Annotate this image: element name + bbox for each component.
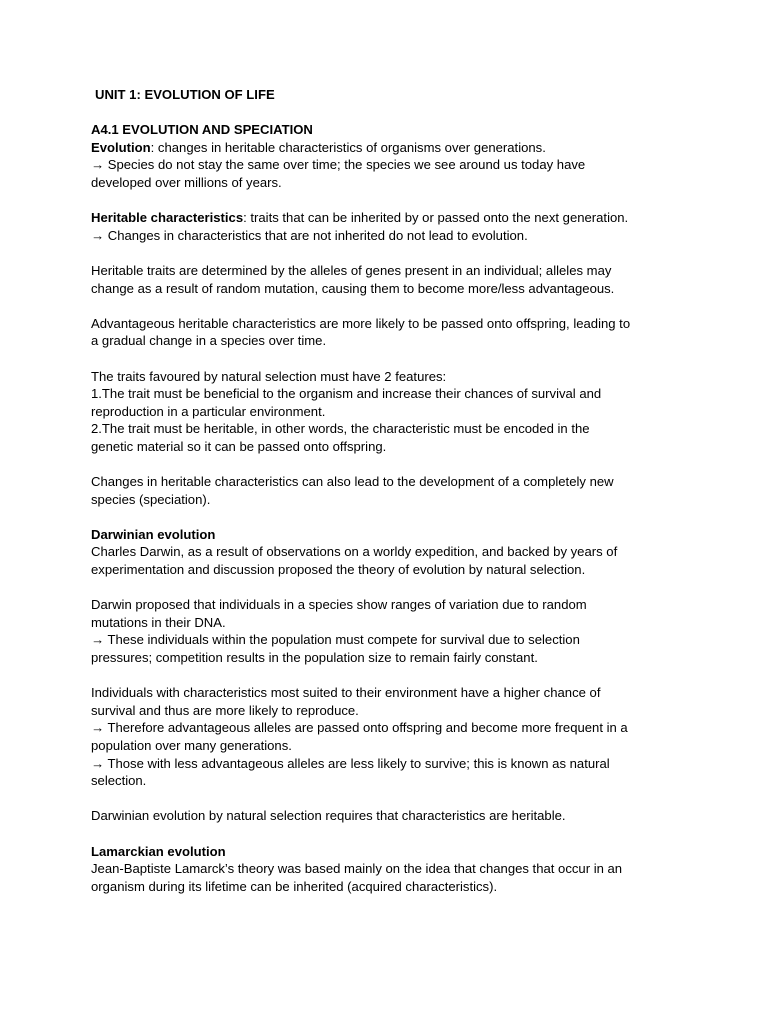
paragraph-darwin-summary	[91, 807, 691, 825]
spacer	[91, 297, 691, 315]
spacer	[91, 579, 691, 597]
spacer	[91, 825, 691, 843]
definition-line	[91, 139, 691, 157]
spacer	[91, 508, 691, 526]
paragraph-darwin-intro	[91, 543, 691, 578]
text-line: → Changes in characteristics that are not inherited do not lead to evolution.	[91, 227, 528, 243]
text-line: reproduction in a particular environment.	[91, 403, 326, 419]
spacer	[91, 455, 691, 473]
text-line: experimentation and discussion proposed the theory of evolution by natural selection.	[91, 562, 586, 578]
text-line: change as a result of random mutation, causing them to become more/less advantageous.	[91, 280, 615, 296]
section-title: A4.1 EVOLUTION AND SPECIATION	[91, 122, 313, 138]
text-line: genetic material so it can be passed onto offspring.	[91, 438, 387, 454]
spacer	[91, 104, 691, 122]
paragraph-darwin-variation	[91, 596, 691, 666]
paragraph-traits-features	[91, 368, 691, 456]
definition-line	[91, 209, 691, 227]
list-item: 1.The trait must be beneficial to the organism and increase their chances of survival and	[91, 386, 602, 402]
text-line: population over many generations.	[91, 737, 292, 753]
lamarckian-heading: Lamarckian evolution	[91, 843, 226, 859]
spacer	[91, 790, 691, 808]
paragraph-lamarck	[91, 860, 691, 895]
unit-title: UNIT 1: EVOLUTION OF LIFE	[95, 87, 275, 102]
definition-text: : changes in heritable characteristics of organisms over generations.	[150, 139, 546, 155]
text-line: mutations in their DNA.	[91, 614, 226, 630]
text-line: Jean-Baptiste Lamarck’s theory was based mainly on the idea that changes that occur in an	[91, 861, 623, 877]
term-evolution: Evolution	[91, 139, 151, 155]
paragraph-speciation	[91, 473, 691, 508]
text-line: organism during its lifetime can be inherited (acquired characteristics).	[91, 878, 498, 894]
text-line: → These individuals within the population must compete for survival due to selection	[91, 632, 580, 648]
text-line: Charles Darwin, as a result of observations on a worldy expedition, and backed by years of	[91, 544, 618, 560]
text-line: pressures; competition results in the population size to remain fairly constant.	[91, 650, 538, 665]
text-line: a gradual change in a species over time.	[91, 333, 327, 349]
paragraph-heritable-traits	[91, 262, 691, 297]
text-line: Darwin proposed that individuals in a species show ranges of variation due to random	[91, 597, 587, 613]
darwinian-heading: Darwinian evolution	[91, 526, 216, 542]
text-line: Changes in heritable characteristics can also lead to the development of a completely new	[91, 474, 614, 490]
text-line: → Those with less advantageous alleles are less likely to survive; this is known as natural	[91, 755, 610, 771]
paragraph-advantageous	[91, 315, 691, 350]
spacer	[91, 244, 691, 262]
text-line: → Therefore advantageous alleles are passed onto offspring and become more frequent in a	[91, 720, 628, 736]
document-page	[91, 86, 691, 895]
text-line: Advantageous heritable characteristics are more likely to be passed onto offspring, leading to	[91, 315, 631, 331]
spacer	[91, 667, 691, 685]
text-line: species (speciation).	[91, 491, 211, 507]
text-line: developed over millions of years.	[91, 174, 282, 190]
paragraph-evolution	[91, 139, 691, 192]
list-item: 2.The trait must be heritable, in other words, the characteristic must be encoded in the	[91, 421, 590, 437]
text-line: Individuals with characteristics most suited to their environment have a higher chance of	[91, 685, 601, 701]
definition-text: : traits that can be inherited by or passed onto the next generation.	[243, 210, 629, 226]
spacer	[91, 350, 691, 368]
text-line: Darwinian evolution by natural selection requires that characteristics are heritable.	[91, 808, 566, 824]
text-line: → Species do not stay the same over time; the species we see around us today have	[91, 157, 586, 173]
text-line: Heritable traits are determined by the alleles of genes present in an individual; alleles may	[91, 262, 612, 278]
paragraph-natural-selection	[91, 684, 691, 790]
paragraph-heritable-characteristics	[91, 209, 691, 244]
spacer	[91, 192, 691, 210]
text-line: survival and thus are more likely to reproduce.	[91, 702, 359, 718]
term-heritable-characteristics: Heritable characteristics	[91, 210, 244, 226]
text-line: selection.	[91, 773, 147, 789]
text-line: The traits favoured by natural selection must have 2 features:	[91, 368, 447, 384]
